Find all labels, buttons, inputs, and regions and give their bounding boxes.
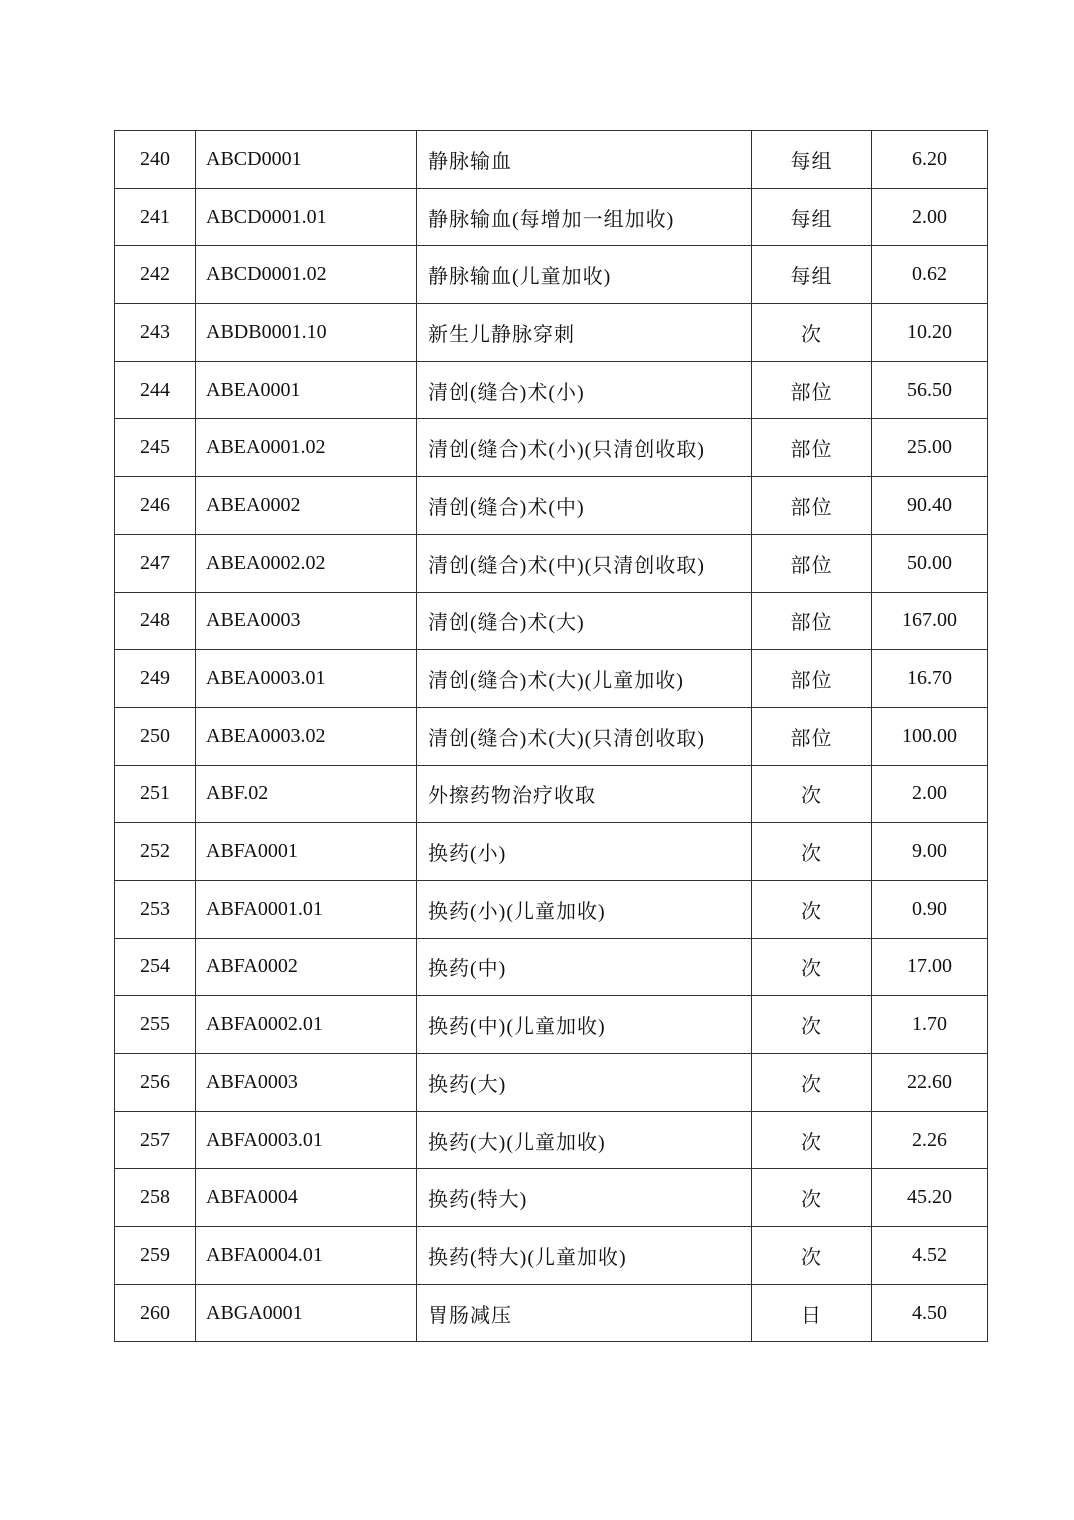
price-cell: 1.70	[872, 996, 988, 1054]
item-code-cell: ABEA0002.02	[196, 534, 417, 592]
row-number-cell: 246	[115, 477, 196, 535]
row-number-cell: 243	[115, 304, 196, 362]
row-number-cell: 255	[115, 996, 196, 1054]
row-number-cell: 240	[115, 131, 196, 189]
unit-cell: 次	[752, 996, 872, 1054]
item-name-cell: 静脉输血	[417, 131, 752, 189]
table-row	[115, 938, 988, 996]
price-cell: 50.00	[872, 534, 988, 592]
price-cell: 167.00	[872, 592, 988, 650]
table-row	[115, 592, 988, 650]
item-name-cell: 清创(缝合)术(中)	[417, 477, 752, 535]
item-code-cell: ABEA0001.02	[196, 419, 417, 477]
item-name-cell: 清创(缝合)术(小)(只清创收取)	[417, 419, 752, 477]
unit-cell: 部位	[752, 534, 872, 592]
item-name-cell: 换药(大)	[417, 1054, 752, 1112]
table-row	[115, 996, 988, 1054]
unit-cell: 次	[752, 823, 872, 881]
item-name-cell: 胃肠减压	[417, 1284, 752, 1342]
price-cell: 45.20	[872, 1169, 988, 1227]
price-cell: 25.00	[872, 419, 988, 477]
table-row	[115, 534, 988, 592]
price-cell: 9.00	[872, 823, 988, 881]
item-code-cell: ABEA0001	[196, 361, 417, 419]
item-code-cell: ABFA0002.01	[196, 996, 417, 1054]
unit-cell: 每组	[752, 188, 872, 246]
row-number-cell: 260	[115, 1284, 196, 1342]
item-name-cell: 换药(特大)	[417, 1169, 752, 1227]
price-cell: 2.26	[872, 1111, 988, 1169]
unit-cell: 日	[752, 1284, 872, 1342]
unit-cell: 次	[752, 1169, 872, 1227]
item-code-cell: ABFA0001.01	[196, 880, 417, 938]
item-code-cell: ABEA0002	[196, 477, 417, 535]
price-cell: 22.60	[872, 1054, 988, 1112]
unit-cell: 部位	[752, 419, 872, 477]
unit-cell: 次	[752, 765, 872, 823]
row-number-cell: 251	[115, 765, 196, 823]
unit-cell: 部位	[752, 650, 872, 708]
unit-cell: 每组	[752, 131, 872, 189]
table-row	[115, 361, 988, 419]
item-name-cell: 清创(缝合)术(小)	[417, 361, 752, 419]
price-cell: 17.00	[872, 938, 988, 996]
item-name-cell: 换药(小)(儿童加收)	[417, 880, 752, 938]
price-cell: 4.52	[872, 1227, 988, 1285]
unit-cell: 次	[752, 1227, 872, 1285]
item-code-cell: ABEA0003.02	[196, 707, 417, 765]
price-cell: 2.00	[872, 765, 988, 823]
row-number-cell: 256	[115, 1054, 196, 1112]
price-cell: 0.62	[872, 246, 988, 304]
item-code-cell: ABFA0003	[196, 1054, 417, 1112]
table-row	[115, 131, 988, 189]
row-number-cell: 242	[115, 246, 196, 304]
table-row	[115, 650, 988, 708]
item-code-cell: ABEA0003	[196, 592, 417, 650]
table-row	[115, 765, 988, 823]
row-number-cell: 241	[115, 188, 196, 246]
price-table	[114, 130, 988, 1342]
item-code-cell: ABEA0003.01	[196, 650, 417, 708]
price-cell: 90.40	[872, 477, 988, 535]
item-name-cell: 静脉输血(每增加一组加收)	[417, 188, 752, 246]
table-row	[115, 246, 988, 304]
row-number-cell: 254	[115, 938, 196, 996]
price-cell: 16.70	[872, 650, 988, 708]
table-row	[115, 1169, 988, 1227]
item-name-cell: 外擦药物治疗收取	[417, 765, 752, 823]
item-code-cell: ABFA0001	[196, 823, 417, 881]
item-name-cell: 清创(缝合)术(大)	[417, 592, 752, 650]
price-cell: 4.50	[872, 1284, 988, 1342]
table-row	[115, 1227, 988, 1285]
row-number-cell: 253	[115, 880, 196, 938]
row-number-cell: 245	[115, 419, 196, 477]
item-code-cell: ABCD0001	[196, 131, 417, 189]
item-name-cell: 清创(缝合)术(大)(儿童加收)	[417, 650, 752, 708]
unit-cell: 次	[752, 1111, 872, 1169]
row-number-cell: 252	[115, 823, 196, 881]
item-name-cell: 静脉输血(儿童加收)	[417, 246, 752, 304]
row-number-cell: 248	[115, 592, 196, 650]
item-name-cell: 换药(特大)(儿童加收)	[417, 1227, 752, 1285]
unit-cell: 次	[752, 1054, 872, 1112]
price-cell: 10.20	[872, 304, 988, 362]
item-name-cell: 新生儿静脉穿刺	[417, 304, 752, 362]
item-code-cell: ABCD0001.02	[196, 246, 417, 304]
item-name-cell: 换药(小)	[417, 823, 752, 881]
price-cell: 2.00	[872, 188, 988, 246]
row-number-cell: 244	[115, 361, 196, 419]
unit-cell: 部位	[752, 592, 872, 650]
price-cell: 56.50	[872, 361, 988, 419]
item-code-cell: ABDB0001.10	[196, 304, 417, 362]
table-row	[115, 304, 988, 362]
item-code-cell: ABFA0004	[196, 1169, 417, 1227]
item-code-cell: ABCD0001.01	[196, 188, 417, 246]
unit-cell: 次	[752, 938, 872, 996]
row-number-cell: 258	[115, 1169, 196, 1227]
item-code-cell: ABFA0003.01	[196, 1111, 417, 1169]
item-name-cell: 换药(大)(儿童加收)	[417, 1111, 752, 1169]
item-code-cell: ABGA0001	[196, 1284, 417, 1342]
row-number-cell: 247	[115, 534, 196, 592]
row-number-cell: 250	[115, 707, 196, 765]
unit-cell: 每组	[752, 246, 872, 304]
item-name-cell: 换药(中)(儿童加收)	[417, 996, 752, 1054]
unit-cell: 次	[752, 304, 872, 362]
price-cell: 6.20	[872, 131, 988, 189]
price-cell: 100.00	[872, 707, 988, 765]
table-body	[115, 131, 988, 1342]
table-row	[115, 1111, 988, 1169]
unit-cell: 部位	[752, 477, 872, 535]
table-row	[115, 880, 988, 938]
item-name-cell: 清创(缝合)术(大)(只清创收取)	[417, 707, 752, 765]
row-number-cell: 249	[115, 650, 196, 708]
table-row	[115, 188, 988, 246]
table-row	[115, 419, 988, 477]
item-code-cell: ABF.02	[196, 765, 417, 823]
unit-cell: 部位	[752, 361, 872, 419]
table-row	[115, 1054, 988, 1112]
item-name-cell: 清创(缝合)术(中)(只清创收取)	[417, 534, 752, 592]
item-name-cell: 换药(中)	[417, 938, 752, 996]
row-number-cell: 259	[115, 1227, 196, 1285]
price-cell: 0.90	[872, 880, 988, 938]
item-code-cell: ABFA0002	[196, 938, 417, 996]
row-number-cell: 257	[115, 1111, 196, 1169]
price-table-container	[114, 130, 961, 1342]
table-row	[115, 1284, 988, 1342]
unit-cell: 次	[752, 880, 872, 938]
table-row	[115, 477, 988, 535]
table-row	[115, 823, 988, 881]
unit-cell: 部位	[752, 707, 872, 765]
item-code-cell: ABFA0004.01	[196, 1227, 417, 1285]
table-row	[115, 707, 988, 765]
